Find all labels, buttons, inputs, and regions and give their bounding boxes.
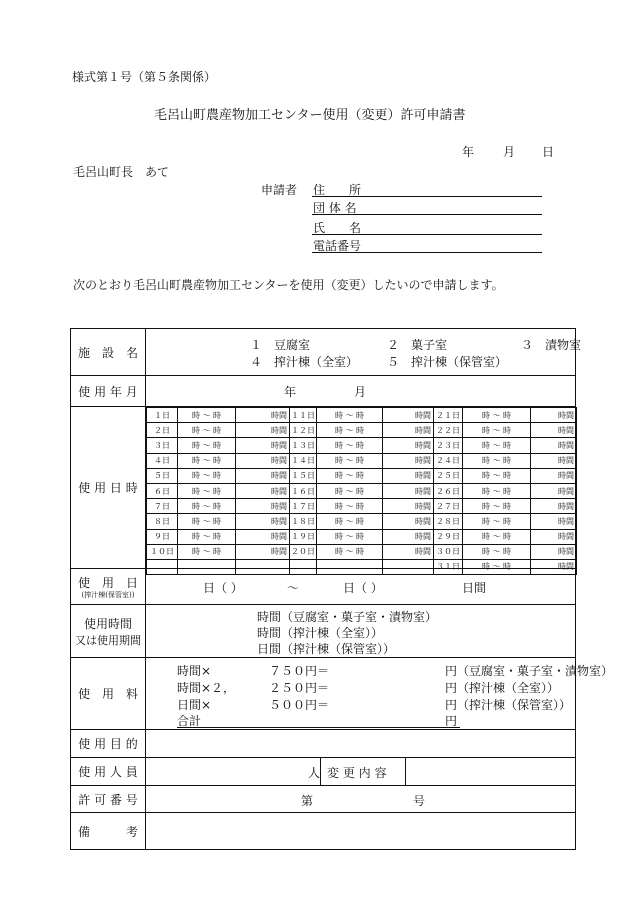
group-line xyxy=(312,196,542,215)
calendar-time-cell[interactable]: 時 ～ 時 xyxy=(463,559,531,574)
calendar-day-cell: ３１日 xyxy=(434,559,463,574)
fee-juice-storage-left: 日間× xyxy=(177,698,212,712)
calendar-day-cell: ３０日 xyxy=(434,544,463,559)
usage-day-label-main: 使 用 日 xyxy=(77,576,138,590)
remarks-field[interactable] xyxy=(146,813,575,850)
application-table xyxy=(70,328,614,850)
people-field[interactable] xyxy=(146,758,575,785)
calendar-hours-cell[interactable]: 時間 xyxy=(236,483,290,498)
people-unit: 人 xyxy=(308,766,321,780)
facility-label: 施 設 名 xyxy=(71,329,146,375)
calendar-day-cell: １１日 xyxy=(290,408,317,423)
fee-juice-storage-amount: ５００円＝ xyxy=(269,698,330,712)
usage-time-juice-storage: 日間（搾汁棟（保管室）） xyxy=(257,642,396,656)
calendar-hours-cell[interactable]: 時間 xyxy=(531,483,577,498)
calendar-time-cell[interactable]: 時 ～ 時 xyxy=(317,499,383,514)
people-label: 使 用 人 員 xyxy=(71,758,146,785)
calendar-hours-cell[interactable]: 時間 xyxy=(531,453,577,468)
change-content-divider-left xyxy=(320,758,321,785)
calendar-time-cell[interactable]: 時 ～ 時 xyxy=(178,483,236,498)
usage-time-label-sub: 又は使用期間 xyxy=(75,633,141,647)
calendar-day-cell: １２日 xyxy=(290,423,317,438)
calendar-day-cell: １日 xyxy=(147,408,178,423)
phone-line xyxy=(312,234,542,253)
calendar-hours-cell[interactable]: 時間 xyxy=(383,483,434,498)
calendar-hours-cell[interactable]: 時間 xyxy=(531,408,577,423)
calendar-row xyxy=(147,423,577,438)
usage-month-unit: 月 xyxy=(354,385,367,399)
facility-row xyxy=(71,329,582,375)
calendar-time-cell[interactable]: 時 ～ 時 xyxy=(463,423,531,438)
calendar-day-cell: ７日 xyxy=(147,499,178,514)
fee-total-label: 合計 xyxy=(177,714,202,728)
calendar-row xyxy=(147,453,577,468)
calendar-hours-cell[interactable]: 時間 xyxy=(383,423,434,438)
calendar-day-cell: ２７日 xyxy=(434,499,463,514)
calendar-time-cell[interactable]: 時 ～ 時 xyxy=(178,499,236,514)
remarks-row xyxy=(71,812,575,850)
fee-rooms-right: 円（豆腐室・菓子室・漬物室） xyxy=(445,664,614,678)
purpose-field[interactable] xyxy=(146,730,575,757)
calendar-hours-cell[interactable]: 時間 xyxy=(531,559,577,574)
permit-field[interactable] xyxy=(146,786,575,812)
fee-rooms-left: 時間× xyxy=(177,664,212,678)
applicant-field-group[interactable]: 団 体 名 xyxy=(313,201,357,215)
people-row xyxy=(71,757,575,785)
fee-total-unit: 円 xyxy=(445,714,458,728)
calendar-row xyxy=(147,499,577,514)
date-year: 年 xyxy=(462,145,475,159)
usage-month-field[interactable] xyxy=(146,376,575,406)
fee-total-line xyxy=(177,712,460,728)
calendar-hours-cell[interactable]: 時間 xyxy=(236,408,290,423)
usage-month-label: 使 用 年 月 xyxy=(71,376,146,406)
calendar-time-cell[interactable]: 時 ～ 時 xyxy=(178,529,236,544)
calendar-day-cell: １３日 xyxy=(290,438,317,453)
calendar-time-cell[interactable]: 時 ～ 時 xyxy=(317,453,383,468)
calendar-day-cell: ９日 xyxy=(147,529,178,544)
calendar-time-cell[interactable]: 時 ～ 時 xyxy=(178,453,236,468)
applicant-field-phone[interactable]: 電話番号 xyxy=(313,239,362,253)
calendar-time-cell[interactable]: 時 ～ 時 xyxy=(317,544,383,559)
calendar-time-cell[interactable]: 時 ～ 時 xyxy=(463,499,531,514)
usage-time-label-main: 使用時間 xyxy=(83,616,132,631)
usage-time-label xyxy=(71,605,146,657)
calendar-day-cell: ２３日 xyxy=(434,438,463,453)
calendar-time-cell[interactable]: 時 ～ 時 xyxy=(178,438,236,453)
permit-label: 許 可 番 号 xyxy=(71,786,146,812)
calendar-time-cell[interactable]: 時 ～ 時 xyxy=(463,468,531,483)
date-day: 日 xyxy=(542,145,555,159)
addressee: 毛呂山町長 あて xyxy=(73,165,170,179)
calendar-hours-cell[interactable]: 時間 xyxy=(531,468,577,483)
fee-label: 使 用 料 xyxy=(71,658,146,729)
calendar-hours-cell[interactable]: 時間 xyxy=(383,514,434,529)
calendar-time-cell[interactable]: 時 ～ 時 xyxy=(317,438,383,453)
calendar-hours-cell[interactable]: 時間 xyxy=(531,514,577,529)
usage-day-row xyxy=(71,568,575,604)
remarks-label: 備 考 xyxy=(71,813,146,850)
usage-day-field[interactable] xyxy=(146,569,575,604)
calendar-hours-cell[interactable]: 時間 xyxy=(383,453,434,468)
facility-option-juice-storage[interactable]: ５ 搾汁棟（保管室） xyxy=(387,355,508,369)
calendar-time-cell[interactable]: 時 ～ 時 xyxy=(317,529,383,544)
usage-month-row xyxy=(71,375,575,406)
calendar-time-cell[interactable]: 時 ～ 時 xyxy=(317,483,383,498)
calendar-row xyxy=(147,514,577,529)
usage-day-label xyxy=(71,569,146,604)
calendar-time-cell[interactable]: 時 ～ 時 xyxy=(463,529,531,544)
calendar-time-cell[interactable]: 時 ～ 時 xyxy=(178,408,236,423)
usage-time-field[interactable] xyxy=(146,605,575,657)
calendar-time-cell[interactable]: 時 ～ 時 xyxy=(463,438,531,453)
fee-rooms-amount: ７５０円＝ xyxy=(269,664,330,678)
calendar-time-cell[interactable]: 時 ～ 時 xyxy=(317,423,383,438)
calendar-day-cell: １７日 xyxy=(290,499,317,514)
usage-day-count: 日間 xyxy=(462,581,487,595)
calendar-hours-cell[interactable]: 時間 xyxy=(236,438,290,453)
form-number: 様式第１号（第５条関係） xyxy=(72,70,217,84)
calendar-hours-cell[interactable]: 時間 xyxy=(383,408,434,423)
calendar-day-cell: ６日 xyxy=(147,483,178,498)
calendar-day-cell: １８日 xyxy=(290,514,317,529)
name-line xyxy=(312,216,542,235)
calendar-day-cell: ２６日 xyxy=(434,483,463,498)
address-line xyxy=(312,178,542,197)
facility-options[interactable] xyxy=(146,329,582,375)
calendar-time-cell[interactable]: 時 ～ 時 xyxy=(317,514,383,529)
change-content-divider-right xyxy=(405,758,406,785)
calendar-day-cell: １４日 xyxy=(290,453,317,468)
calendar-hours-cell[interactable]: 時間 xyxy=(383,529,434,544)
calendar-row xyxy=(147,483,577,498)
calendar-row xyxy=(147,529,577,544)
calendar-day-cell: １０日 xyxy=(147,544,178,559)
applicant-label: 申請者 xyxy=(261,183,298,197)
calendar-hours-cell[interactable]: 時間 xyxy=(383,499,434,514)
purpose-label: 使 用 目 的 xyxy=(71,730,146,757)
calendar-hours-cell[interactable]: 時間 xyxy=(531,423,577,438)
fee-juice-storage-right: 円（搾汁棟（保管室）） xyxy=(445,698,572,712)
calendar-hours-cell[interactable]: 時間 xyxy=(236,453,290,468)
document-title: 毛呂山町農産物加工センター使用（変更）許可申請書 xyxy=(154,108,466,123)
facility-option-juice-all[interactable]: ４ 搾汁棟（全室） xyxy=(250,355,359,369)
usage-time-juice-all: 時間（搾汁棟（全室）） xyxy=(257,626,384,640)
calendar-day-cell: ８日 xyxy=(147,514,178,529)
calendar-hours-cell[interactable]: 時間 xyxy=(531,499,577,514)
calendar-hours-cell[interactable]: 時間 xyxy=(236,468,290,483)
calendar-time-cell[interactable]: 時 ～ 時 xyxy=(463,453,531,468)
calendar-hours-cell[interactable]: 時間 xyxy=(236,544,290,559)
calendar-day-cell: １９日 xyxy=(290,529,317,544)
usage-day-start: 日（ ） xyxy=(203,581,243,595)
usage-day-label-sub: (搾汁棟(保管室)) xyxy=(81,591,135,599)
calendar-day-cell: ２０日 xyxy=(290,544,317,559)
calendar-day-cell: ４日 xyxy=(147,453,178,468)
facility-option-pickles[interactable]: ３ 漬物室 xyxy=(521,338,582,352)
calendar-time-cell[interactable]: 時 ～ 時 xyxy=(463,544,531,559)
purpose-row xyxy=(71,729,575,757)
fee-field[interactable] xyxy=(146,658,614,729)
calendar-hours-cell[interactable]: 時間 xyxy=(236,423,290,438)
calendar-time-cell[interactable]: 時 ～ 時 xyxy=(463,408,531,423)
fee-juice-all-left: 時間×２， xyxy=(177,681,236,695)
permit-row xyxy=(71,785,575,812)
calendar-hours-cell[interactable]: 時間 xyxy=(531,544,577,559)
calendar-row xyxy=(147,438,577,453)
change-content-label: 変 更 内 容 xyxy=(327,766,387,780)
usage-year-unit: 年 xyxy=(284,385,297,399)
usage-time-row xyxy=(71,604,575,657)
calendar-time-cell[interactable]: 時 ～ 時 xyxy=(317,408,383,423)
facility-option-confectionery[interactable]: ２ 菓子室 xyxy=(387,338,448,352)
calendar-time-cell[interactable]: 時 ～ 時 xyxy=(317,468,383,483)
calendar-day-cell: ２８日 xyxy=(434,514,463,529)
calendar-time-cell[interactable]: 時 ～ 時 xyxy=(178,514,236,529)
calendar-hours-cell[interactable]: 時間 xyxy=(383,468,434,483)
application-statement: 次のとおり毛呂山町農産物加工センターを使用（変更）したいので申請します。 xyxy=(73,278,504,292)
calendar-time-cell[interactable]: 時 ～ 時 xyxy=(463,514,531,529)
permit-suffix: 号 xyxy=(413,794,426,808)
calendar-row xyxy=(147,468,577,483)
usage-day-tilde: ～ xyxy=(287,581,300,595)
fee-juice-all-right: 円（搾汁棟（全室）） xyxy=(445,681,560,695)
calendar-day-cell: １５日 xyxy=(290,468,317,483)
calendar-time-cell[interactable]: 時 ～ 時 xyxy=(463,483,531,498)
calendar-row xyxy=(147,544,577,559)
applicant-field-address[interactable]: 住 所 xyxy=(313,183,362,197)
calendar-row xyxy=(147,408,577,423)
calendar-hours-cell[interactable]: 時間 xyxy=(383,438,434,453)
facility-option-tofu[interactable]: １ 豆腐室 xyxy=(250,338,311,352)
usage-datetime-row xyxy=(71,406,575,572)
usage-calendar-table xyxy=(146,407,577,575)
calendar-hours-cell[interactable]: 時間 xyxy=(236,499,290,514)
calendar-day-cell: ２４日 xyxy=(434,453,463,468)
calendar-day-cell: ２５日 xyxy=(434,468,463,483)
calendar-day-cell: ２日 xyxy=(147,423,178,438)
calendar-hours-cell[interactable]: 時間 xyxy=(236,529,290,544)
fee-juice-all-amount: ２５０円＝ xyxy=(269,681,330,695)
calendar-hours-cell[interactable]: 時間 xyxy=(383,544,434,559)
calendar-hours-cell[interactable]: 時間 xyxy=(531,529,577,544)
calendar-day-cell: １６日 xyxy=(290,483,317,498)
usage-datetime-label: 使 用 日 時 xyxy=(71,407,146,568)
calendar-day-cell: ２１日 xyxy=(434,408,463,423)
applicant-field-name[interactable]: 氏 名 xyxy=(313,221,362,235)
calendar-day-cell: ５日 xyxy=(147,468,178,483)
calendar-time-cell[interactable]: 時 ～ 時 xyxy=(178,544,236,559)
permit-prefix: 第 xyxy=(301,794,314,808)
calendar-day-cell: ２２日 xyxy=(434,423,463,438)
fee-row xyxy=(71,657,614,729)
calendar-hours-cell[interactable]: 時間 xyxy=(236,514,290,529)
usage-day-end: 日（ ） xyxy=(343,581,383,595)
date-month: 月 xyxy=(503,145,516,159)
usage-time-rooms: 時間（豆腐室・菓子室・漬物室） xyxy=(257,610,438,624)
calendar-time-cell[interactable]: 時 ～ 時 xyxy=(178,468,236,483)
calendar-day-cell: ２９日 xyxy=(434,529,463,544)
calendar-day-cell: ３日 xyxy=(147,438,178,453)
calendar-time-cell[interactable]: 時 ～ 時 xyxy=(178,423,236,438)
calendar-hours-cell[interactable]: 時間 xyxy=(531,438,577,453)
